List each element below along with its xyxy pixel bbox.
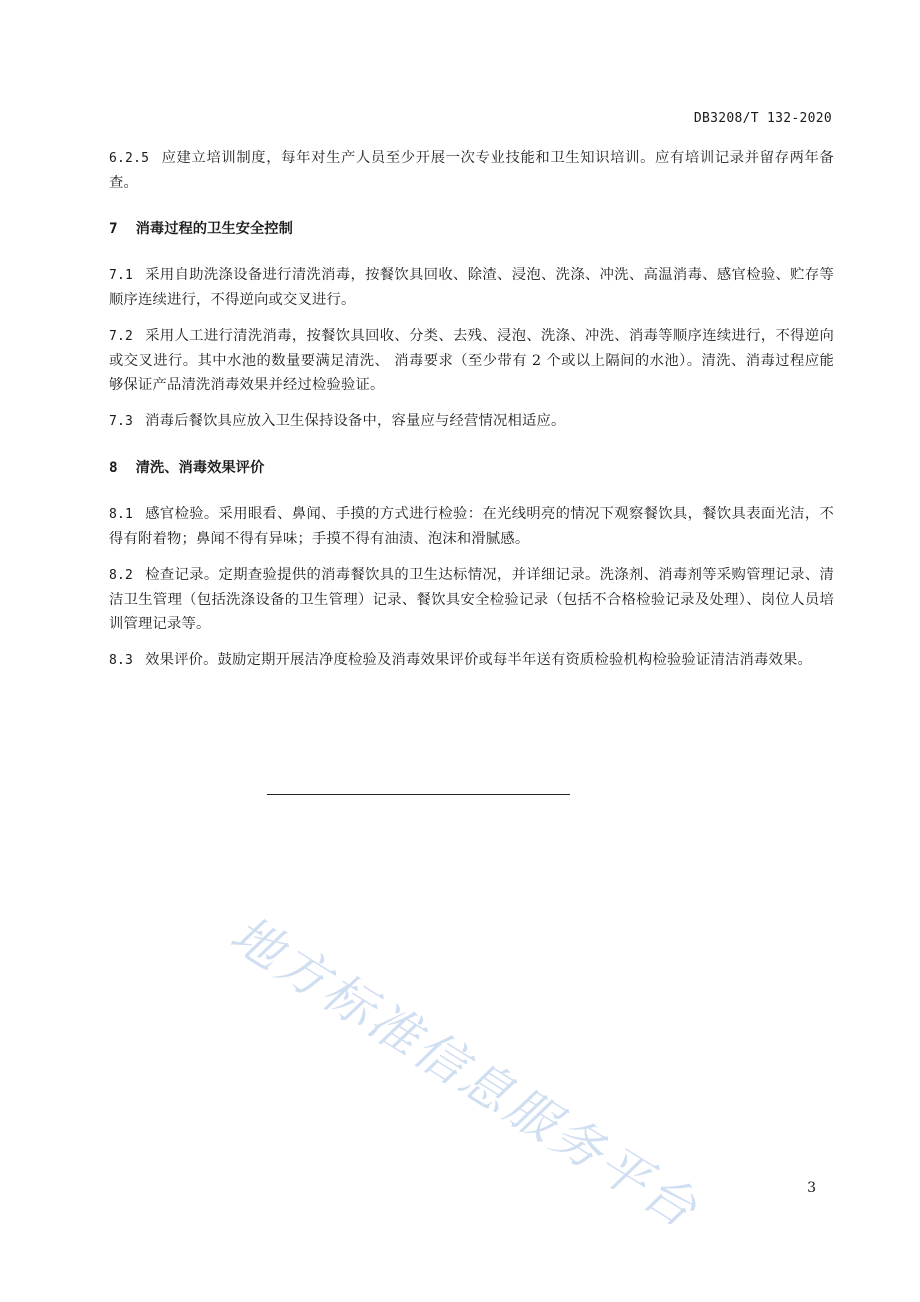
clause-8-1 (109, 502, 834, 551)
section-title: 清洗、消毒效果评价 (135, 460, 265, 476)
end-rule (267, 794, 570, 795)
clause-text: 采用人工进行清洗消毒，按餐饮具回收、分类、去残、浸泡、洗涤、冲洗、消毒等顺序连续进行，不得逆向或交叉进行。其中水池的数量要满足清洗、 消毒要求（至少带有 2 个或以上隔间的水池）。清洗、消毒过程应能够保证产品清洗消毒效果并经过检验验证。 (109, 328, 834, 393)
clause-7-2 (109, 324, 834, 397)
clause-number: 7.2 (109, 329, 134, 344)
clause-text: 效果评价。鼓励定期开展洁净度检验及消毒效果评价或每半年送有资质检验机构检验验证清洁消毒效果。 (145, 652, 812, 668)
clause-6-2-5 (109, 146, 834, 195)
section-heading-7 (109, 217, 834, 241)
section-number: 7 (109, 221, 118, 237)
clause-8-3 (109, 648, 834, 673)
clause-number: 7.3 (109, 414, 134, 429)
clause-text: 感官检验。采用眼看、鼻闻、手摸的方式进行检验：在光线明亮的情况下观察餐饮具，餐饮具表面光洁，不得有附着物；鼻闻不得有异味；手摸不得有油渍、泡沫和滑腻感。 (109, 506, 834, 547)
clause-text: 消毒后餐饮具应放入卫生保持设备中，容量应与经营情况相适应。 (145, 413, 566, 429)
standard-code: DB3208/T 132-2020 (693, 111, 832, 126)
document-body (109, 146, 834, 685)
clause-text: 应建立培训制度，每年对生产人员至少开展一次专业技能和卫生知识培训。应有培训记录并留存两年备查。 (109, 150, 834, 191)
clause-7-1 (109, 263, 834, 312)
clause-number: 8.1 (109, 507, 134, 522)
clause-number: 8.3 (109, 653, 134, 668)
clause-text: 采用自助洗涤设备进行清洗消毒，按餐饮具回收、除渣、浸泡、洗涤、冲洗、高温消毒、感官检验、贮存等顺序连续进行，不得逆向或交叉进行。 (109, 267, 834, 308)
clause-7-3 (109, 409, 834, 434)
section-title: 消毒过程的卫生安全控制 (135, 221, 293, 237)
clause-8-2 (109, 563, 834, 636)
page-number: 3 (807, 1180, 816, 1196)
clause-text: 检查记录。定期查验提供的消毒餐饮具的卫生达标情况，并详细记录。洗涤剂、消毒剂等采购管理记录、清洁卫生管理（包括洗涤设备的卫生管理）记录、餐饮具安全检验记录（包括不合格检验记录及处理）、岗位人员培训管理记录等。 (109, 567, 834, 632)
clause-number: 8.2 (109, 568, 134, 583)
section-number: 8 (109, 460, 118, 476)
clause-number: 7.1 (109, 268, 134, 283)
watermark: 地方标准信息服务平台 (220, 904, 710, 1241)
clause-number: 6.2.5 (109, 151, 150, 166)
section-heading-8 (109, 456, 834, 480)
